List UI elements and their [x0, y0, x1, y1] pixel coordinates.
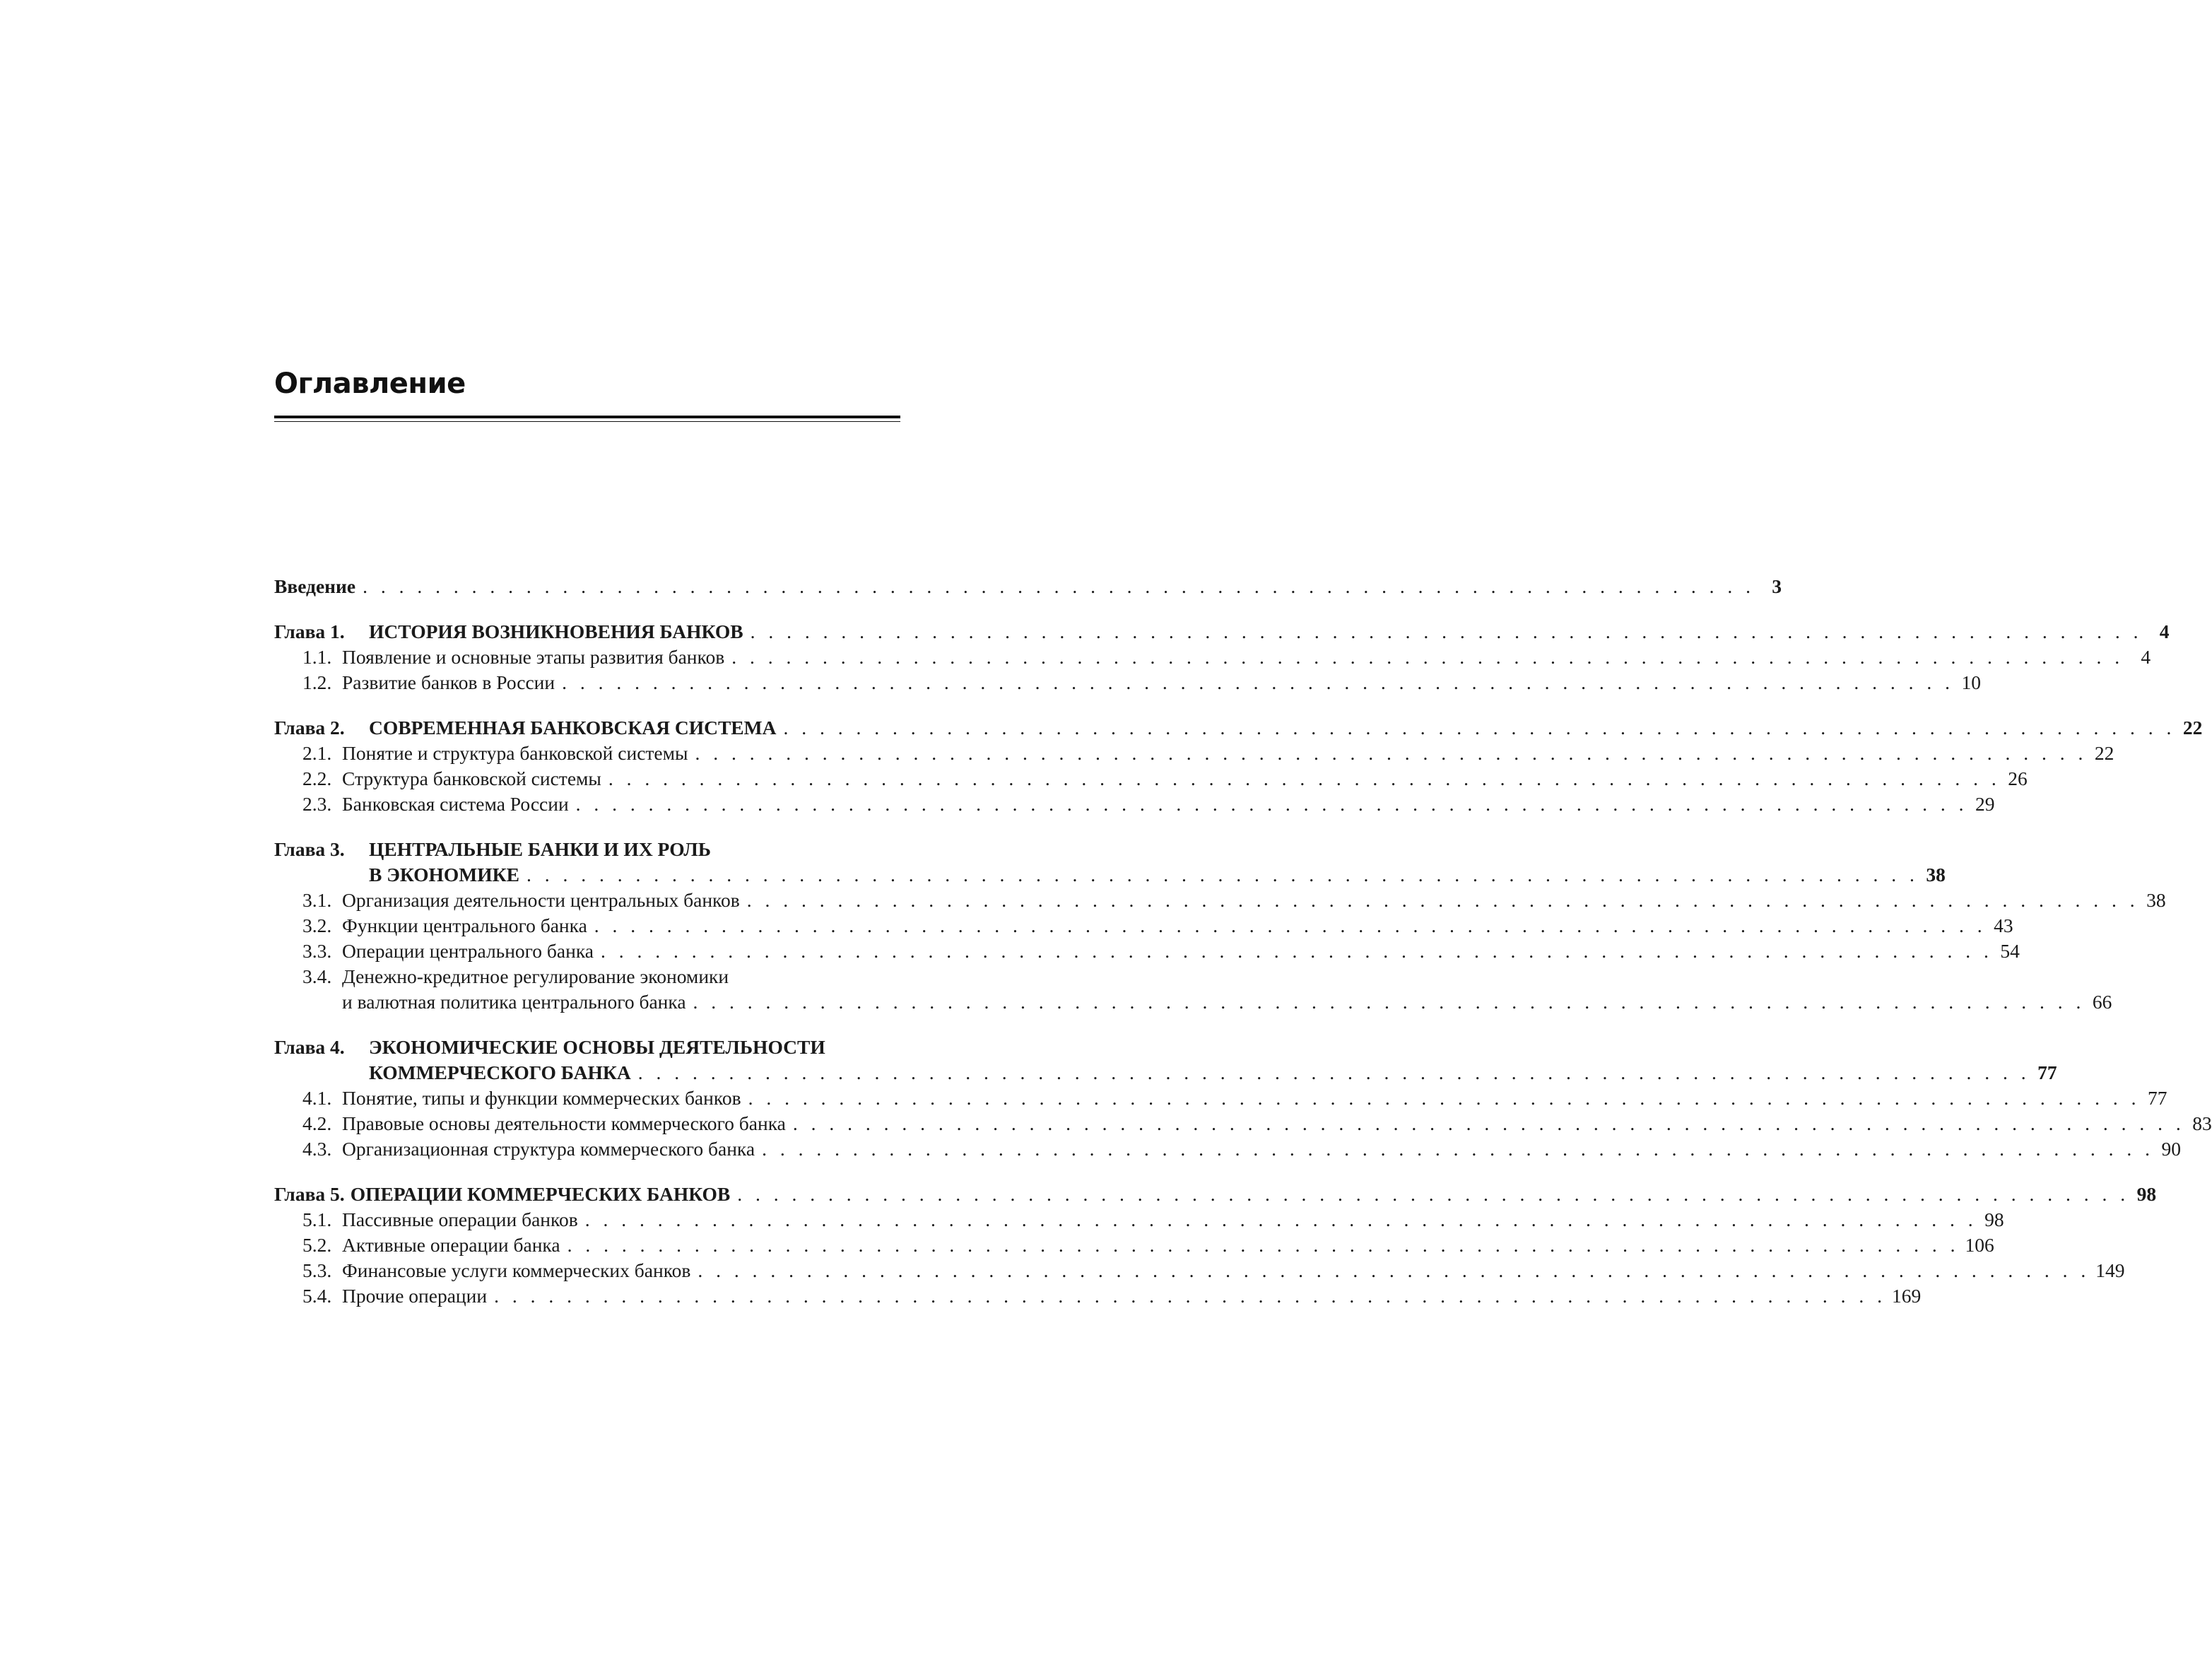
title-rule-thin	[274, 421, 900, 422]
toc-entry-section-5-4[interactable]	[274, 1283, 1922, 1309]
section-number: 4.3.	[302, 1138, 332, 1160]
table-of-contents	[274, 574, 2212, 1309]
dot-leader: . . . . . . . . . . . . . . . . . . . . . . . . . . . . . . . . . . . . . . . . . . . . . . . . . . . . . . . . . . . . . . . . . . . . . . . . . . . . .	[731, 646, 2124, 668]
entry-title: Активные операции банка	[342, 1234, 560, 1256]
page-number: 4	[2141, 646, 2151, 668]
dot-leader: . . . . . . . . . . . . . . . . . . . . . . . . . . . . . . . . . . . . . . . . . . . . . . . . . . . . . . . . . . . . . . . . . . . . . . . . . . . . .	[494, 1285, 1886, 1307]
toc-entry-section-4-3[interactable]	[274, 1136, 2181, 1162]
page-number: 83	[2192, 1112, 2212, 1134]
dot-leader: . . . . . . . . . . . . . . . . . . . . . . . . . . . . . . . . . . . . . . . . . . . . . . . . . . . . . . . . . . . . . . . . . . . . . . . . . . . . .	[637, 1061, 2030, 1083]
toc-entry-section-3-2[interactable]	[274, 913, 2013, 939]
toc-entry-chapter-1[interactable]	[274, 619, 2170, 645]
entry-title: Функции центрального банка	[342, 914, 587, 936]
chapter-number: Глава 2.	[274, 717, 345, 739]
page-number: 10	[1961, 671, 1981, 693]
entry-title: Введение	[274, 575, 356, 597]
toc-entry-chapter-2[interactable]	[274, 715, 2203, 741]
entry-title: ИСТОРИЯ ВОЗНИКНОВЕНИЯ БАНКОВ	[369, 620, 743, 642]
page-number: 149	[2095, 1259, 2125, 1281]
section-number: 2.1.	[302, 742, 332, 764]
dot-leader: . . . . . . . . . . . . . . . . . . . . . . . . . . . . . . . . . . . . . . . . . . . . . . . . . . . . . . . . . . . . . . . . . . . . . . . . . . . . .	[748, 1087, 2141, 1109]
toc-entry-section-2-3[interactable]	[274, 792, 1995, 817]
entry-title: Прочие операции	[342, 1285, 488, 1307]
page-number: 98	[2136, 1183, 2157, 1205]
section-number: 1.2.	[302, 671, 332, 693]
section-number: 3.3.	[302, 940, 332, 962]
dot-leader: . . . . . . . . . . . . . . . . . . . . . . . . . . . . . . . . . . . . . . . . . . . . . . . . . . . . . . . . . . . . . . . . . . . . . . . . . . . . .	[783, 717, 2176, 739]
toc-entry-section-2-1[interactable]	[274, 741, 2114, 766]
dot-leader: . . . . . . . . . . . . . . . . . . . . . . . . . . . . . . . . . . . . . . . . . . . . . . . . . . . . . . . . . . . . . . . . . . . . . . . . . . . . .	[594, 914, 1987, 936]
toc-entry-section-3-1[interactable]	[274, 888, 2166, 913]
toc-entry-section-3-4-line-1[interactable]	[274, 964, 900, 989]
section-number: 5.3.	[302, 1259, 332, 1281]
toc-entry-chapter-4-line-1[interactable]	[274, 1035, 900, 1060]
page-number: 43	[1994, 914, 2013, 936]
toc-entry-intro[interactable]	[274, 574, 1782, 599]
page-number: 26	[2008, 767, 2028, 789]
section-number: 4.1.	[302, 1087, 332, 1109]
dot-leader: . . . . . . . . . . . . . . . . . . . . . . . . . . . . . . . . . . . . . . . . . . . . . . . . . . . . . . . . . . . . . . . . . . . . . . . . . . . . .	[584, 1208, 1977, 1230]
entry-title: Структура банковской системы	[342, 767, 601, 789]
entry-title: Развитие банков в России	[342, 671, 555, 693]
section-number: 3.1.	[302, 889, 332, 911]
toc-entry-section-5-3[interactable]	[274, 1258, 2125, 1283]
entry-title-continued: КОММЕРЧЕСКОГО БАНКА	[369, 1061, 631, 1083]
page-number: 66	[2092, 991, 2112, 1013]
section-number: 3.2.	[302, 914, 332, 936]
dot-leader: . . . . . . . . . . . . . . . . . . . . . . . . . . . . . . . . . . . . . . . . . . . . . . . . . . . . . . . . . . . . . . . . . . . . . . . . . . . . .	[698, 1259, 2090, 1281]
section-number: 3.4.	[302, 965, 332, 987]
toc-entry-chapter-3-line-1[interactable]	[274, 837, 900, 862]
entry-title: Пассивные операции банков	[342, 1208, 578, 1230]
dot-leader: . . . . . . . . . . . . . . . . . . . . . . . . . . . . . . . . . . . . . . . . . . . . . . . . . . . . . . . . . . . . . . . . . . . . . . . . . . . . .	[792, 1112, 2185, 1134]
title-rule-thick	[274, 416, 900, 418]
toc-entry-chapter-3-line-2[interactable]	[274, 862, 1946, 888]
toc-entry-chapter-5[interactable]	[274, 1182, 2157, 1207]
page-number: 22	[2182, 717, 2203, 739]
page-number: 3	[1772, 575, 1782, 597]
chapter-number: Глава 5.	[274, 1183, 345, 1205]
entry-title: СОВРЕМЕННАЯ БАНКОВСКАЯ СИСТЕМА	[369, 717, 777, 739]
dot-leader: . . . . . . . . . . . . . . . . . . . . . . . . . . . . . . . . . . . . . . . . . . . . . . . . . . . . . . . . . . . . . . . . . . . . . . . . . . . . .	[567, 1234, 1960, 1256]
dot-leader: . . . . . . . . . . . . . . . . . . . . . . . . . . . . . . . . . . . . . . . . . . . . . . . . . . . . . . . . . . . . . . . . . . . . . . . . . . . . .	[526, 864, 1919, 886]
entry-title: Финансовые услуги коммерческих банков	[342, 1259, 691, 1281]
section-number: 5.2.	[302, 1234, 332, 1256]
toc-entry-section-1-1[interactable]	[274, 645, 2151, 670]
chapter-number: Глава 4.	[274, 1036, 345, 1058]
toc-entry-section-4-2[interactable]	[274, 1111, 2212, 1136]
toc-entry-section-3-4-line-2[interactable]	[274, 989, 2112, 1015]
entry-title: Появление и основные этапы развития банков	[342, 646, 725, 668]
dot-leader: . . . . . . . . . . . . . . . . . . . . . . . . . . . . . . . . . . . . . . . . . . . . . . . . . . . . . . . . . . . . . . . . . . . . . . . . . . . . .	[750, 620, 2143, 642]
page-number: 77	[2147, 1087, 2167, 1109]
chapter-number: Глава 1.	[274, 620, 345, 642]
page-number: 38	[2146, 889, 2166, 911]
page-number: 169	[1891, 1285, 1922, 1307]
page-number: 77	[2037, 1061, 2057, 1083]
toc-entry-section-5-1[interactable]	[274, 1207, 2004, 1233]
entry-title: Организационная структура коммерческого банка	[342, 1138, 755, 1160]
dot-leader: . . . . . . . . . . . . . . . . . . . . . . . . . . . . . . . . . . . . . . . . . . . . . . . . . . . . . . . . . . . . . . . . . . . . . . . . . . . . .	[695, 742, 2088, 764]
section-number: 5.4.	[302, 1285, 332, 1307]
entry-title: Организация деятельности центральных банков	[342, 889, 740, 911]
entry-title: ЭКОНОМИЧЕСКИЕ ОСНОВЫ ДЕЯТЕЛЬНОСТИ	[369, 1036, 825, 1058]
dot-leader: . . . . . . . . . . . . . . . . . . . . . . . . . . . . . . . . . . . . . . . . . . . . . . . . . . . . . . . . . . . . . . . . . . . . . . . . . . . . .	[600, 940, 1993, 962]
section-number: 2.3.	[302, 793, 332, 815]
page-number: 29	[1975, 793, 1995, 815]
dot-leader: . . . . . . . . . . . . . . . . . . . . . . . . . . . . . . . . . . . . . . . . . . . . . . . . . . . . . . . . . . . . . . . . . . . . . . . . . . . . .	[762, 1138, 2154, 1160]
dot-leader: . . . . . . . . . . . . . . . . . . . . . . . . . . . . . . . . . . . . . . . . . . . . . . . . . . . . . . . . . . . . . . . . . . . . . . . . . . . . .	[575, 793, 1968, 815]
section-number: 4.2.	[302, 1112, 332, 1134]
page-number: 98	[1984, 1208, 2004, 1230]
entry-title-continued: В ЭКОНОМИКЕ	[369, 864, 519, 886]
page-number: 54	[2000, 940, 2020, 962]
chapter-number: Глава 3.	[274, 838, 345, 860]
section-number: 1.1.	[302, 646, 332, 668]
page-number: 38	[1926, 864, 1946, 886]
section-number: 2.2.	[302, 767, 332, 789]
dot-leader: . . . . . . . . . . . . . . . . . . . . . . . . . . . . . . . . . . . . . . . . . . . . . . . . . . . . . . . . . . . . . . . . . . . . . . . . . . . . .	[562, 671, 1954, 693]
toc-entry-section-1-2[interactable]	[274, 670, 1981, 695]
entry-title: Понятие и структура банковской системы	[342, 742, 688, 764]
toc-entry-section-2-2[interactable]	[274, 766, 2028, 792]
toc-entry-chapter-4-line-2[interactable]	[274, 1060, 2057, 1086]
toc-entry-section-5-2[interactable]	[274, 1233, 1994, 1258]
page-number: 22	[2094, 742, 2114, 764]
page-number: 90	[2161, 1138, 2181, 1160]
entry-title: ЦЕНТРАЛЬНЫЕ БАНКИ И ИХ РОЛЬ	[369, 838, 711, 860]
entry-title-continued: и валютная политика центрального банка	[342, 991, 686, 1013]
entry-title: Денежно-кредитное регулирование экономики	[342, 965, 729, 987]
entry-title: ОПЕРАЦИИ КОММЕРЧЕСКИХ БАНКОВ	[350, 1183, 731, 1205]
section-number: 5.1.	[302, 1208, 332, 1230]
entry-title: Правовые основы деятельности коммерческого банка	[342, 1112, 786, 1134]
entry-title: Банковская система России	[342, 793, 569, 815]
page-number: 106	[1965, 1234, 1994, 1256]
entry-title: Понятие, типы и функции коммерческих банков	[342, 1087, 741, 1109]
page-number: 4	[2159, 620, 2170, 642]
dot-leader: . . . . . . . . . . . . . . . . . . . . . . . . . . . . . . . . . . . . . . . . . . . . . . . . . . . . . . . . . . . . . . . . . . . . . . . . . . . . .	[363, 575, 1755, 597]
dot-leader: . . . . . . . . . . . . . . . . . . . . . . . . . . . . . . . . . . . . . . . . . . . . . . . . . . . . . . . . . . . . . . . . . . . . . . . . . . . . .	[737, 1183, 2130, 1205]
entry-title: Операции центрального банка	[342, 940, 594, 962]
toc-entry-section-4-1[interactable]	[274, 1086, 2167, 1111]
dot-leader: . . . . . . . . . . . . . . . . . . . . . . . . . . . . . . . . . . . . . . . . . . . . . . . . . . . . . . . . . . . . . . . . . . . . . . . . . . . . .	[746, 889, 2139, 911]
page-title: Оглавление	[274, 367, 466, 400]
dot-leader: . . . . . . . . . . . . . . . . . . . . . . . . . . . . . . . . . . . . . . . . . . . . . . . . . . . . . . . . . . . . . . . . . . . . . . . . . . . . .	[608, 767, 2001, 789]
toc-entry-section-3-3[interactable]	[274, 939, 2020, 964]
dot-leader: . . . . . . . . . . . . . . . . . . . . . . . . . . . . . . . . . . . . . . . . . . . . . . . . . . . . . . . . . . . . . . . . . . . . . . . . . . . . .	[693, 991, 2085, 1013]
